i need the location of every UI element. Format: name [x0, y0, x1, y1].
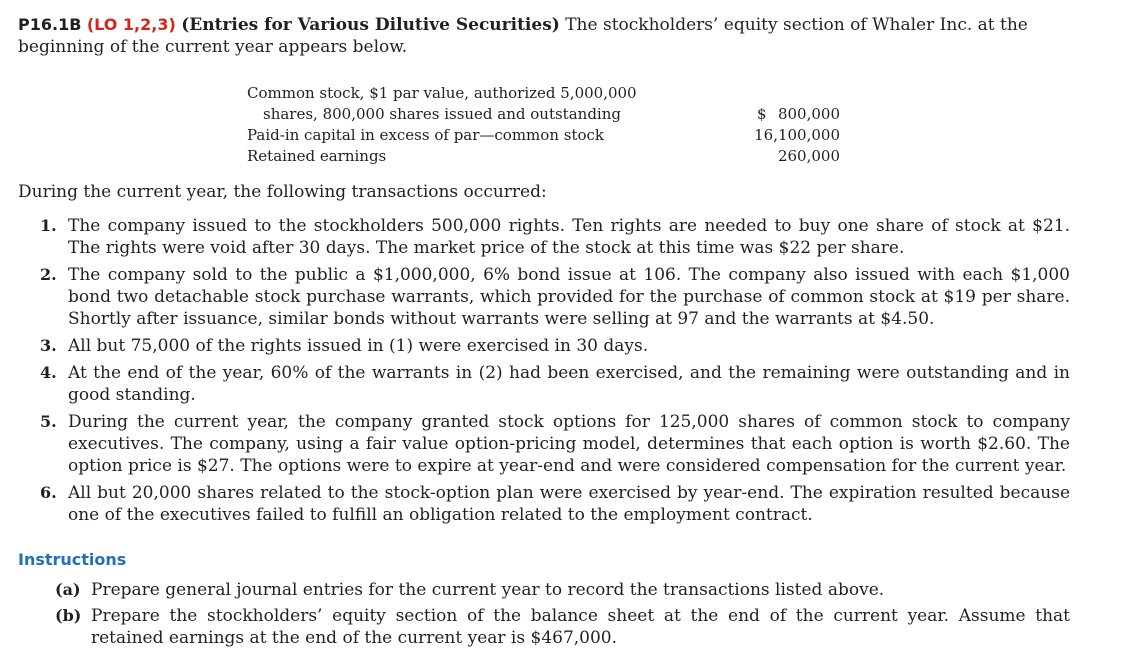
item-number: 3. [40, 336, 57, 355]
transactions-intro: During the current year, the following transactions occurred: [18, 182, 547, 202]
problem-title: (Entries for Various Dilutive Securities) [181, 15, 560, 35]
item-number: 4. [40, 363, 57, 382]
equity-line-amount: 260,000 [777, 147, 840, 165]
equity-line [247, 104, 847, 125]
equity-line-label: Retained earnings [247, 147, 387, 165]
equity-line-label: Paid-in capital in excess of par—common stock [247, 126, 604, 144]
item-text: During the current year, the company granted stock options for 125,000 shares of common stock to company executives. The company, using a fair value option-pricing model, determines that each option is worth $2.60. The option price is $27. The options were to expire at year-end and were considered compensation for the current year. [68, 412, 1070, 476]
instruction-item [55, 605, 1070, 649]
instructions-heading: Instructions [18, 550, 127, 569]
equity-line [247, 146, 847, 167]
item-number: 1. [40, 216, 57, 235]
equity-section-table [247, 83, 847, 167]
equity-line [247, 125, 847, 146]
item-text: The company sold to the public a $1,000,000, 6% bond issue at 106. The company also issued with each $1,000 bond two detachable stock purchase warrants, which provided for the purchase of common stock at $19 per share. Shortly after issuance, similar bonds without warrants were selling at 97 and the warrants at $4.50. [68, 265, 1070, 329]
problem-id: P16.1B [18, 15, 82, 34]
list-item [40, 215, 1070, 259]
equity-line-amount: 16,100,000 [754, 126, 840, 144]
transactions-list [40, 215, 1070, 531]
item-text: All but 75,000 of the rights issued in (1) were exercised in 30 days. [68, 336, 649, 356]
item-number: 2. [40, 265, 57, 284]
list-item [40, 264, 1070, 330]
item-number: 6. [40, 483, 57, 502]
problem-heading [18, 14, 1078, 58]
item-number: 5. [40, 412, 57, 431]
problem-statement: The stockholders’ equity section of Whaler Inc. at the beginning of the current year appears below. [18, 15, 1028, 57]
instruction-letter: (a) [55, 580, 81, 599]
equity-line-amount: 800,000 [777, 105, 840, 123]
list-item [40, 411, 1070, 477]
list-item [40, 362, 1070, 406]
instruction-text: Prepare general journal entries for the current year to record the transactions listed above. [91, 580, 885, 600]
instruction-text: Prepare the stockholders’ equity section of the balance sheet at the end of the current year. Assume that retained earnings at the end of the current year is $467,000. [91, 606, 1070, 648]
item-text: At the end of the year, 60% of the warrants in (2) had been exercised, and the remaining were outstanding and in good standing. [68, 363, 1070, 405]
item-text: All but 20,000 shares related to the stock-option plan were exercised by year-end. The expiration resulted because one of the executives failed to fulfill an obligation related to the employment contract. [68, 483, 1070, 525]
learning-objectives: (LO 1,2,3) [86, 15, 176, 34]
equity-line-label: shares, 800,000 shares issued and outstanding [263, 105, 621, 123]
list-item [40, 482, 1070, 526]
equity-line-label: Common stock, $1 par value, authorized 5,000,000 [247, 84, 637, 102]
instructions-list [55, 579, 1070, 653]
instruction-letter: (b) [55, 606, 82, 625]
instruction-item [55, 579, 1070, 601]
dollar-sign: $ [757, 105, 767, 123]
item-text: The company issued to the stockholders 500,000 rights. Ten rights are needed to buy one share of stock at $21. The rights were void after 30 days. The market price of the stock at this time was $22 per share. [68, 216, 1070, 258]
equity-line [247, 83, 847, 104]
list-item [40, 335, 1070, 357]
